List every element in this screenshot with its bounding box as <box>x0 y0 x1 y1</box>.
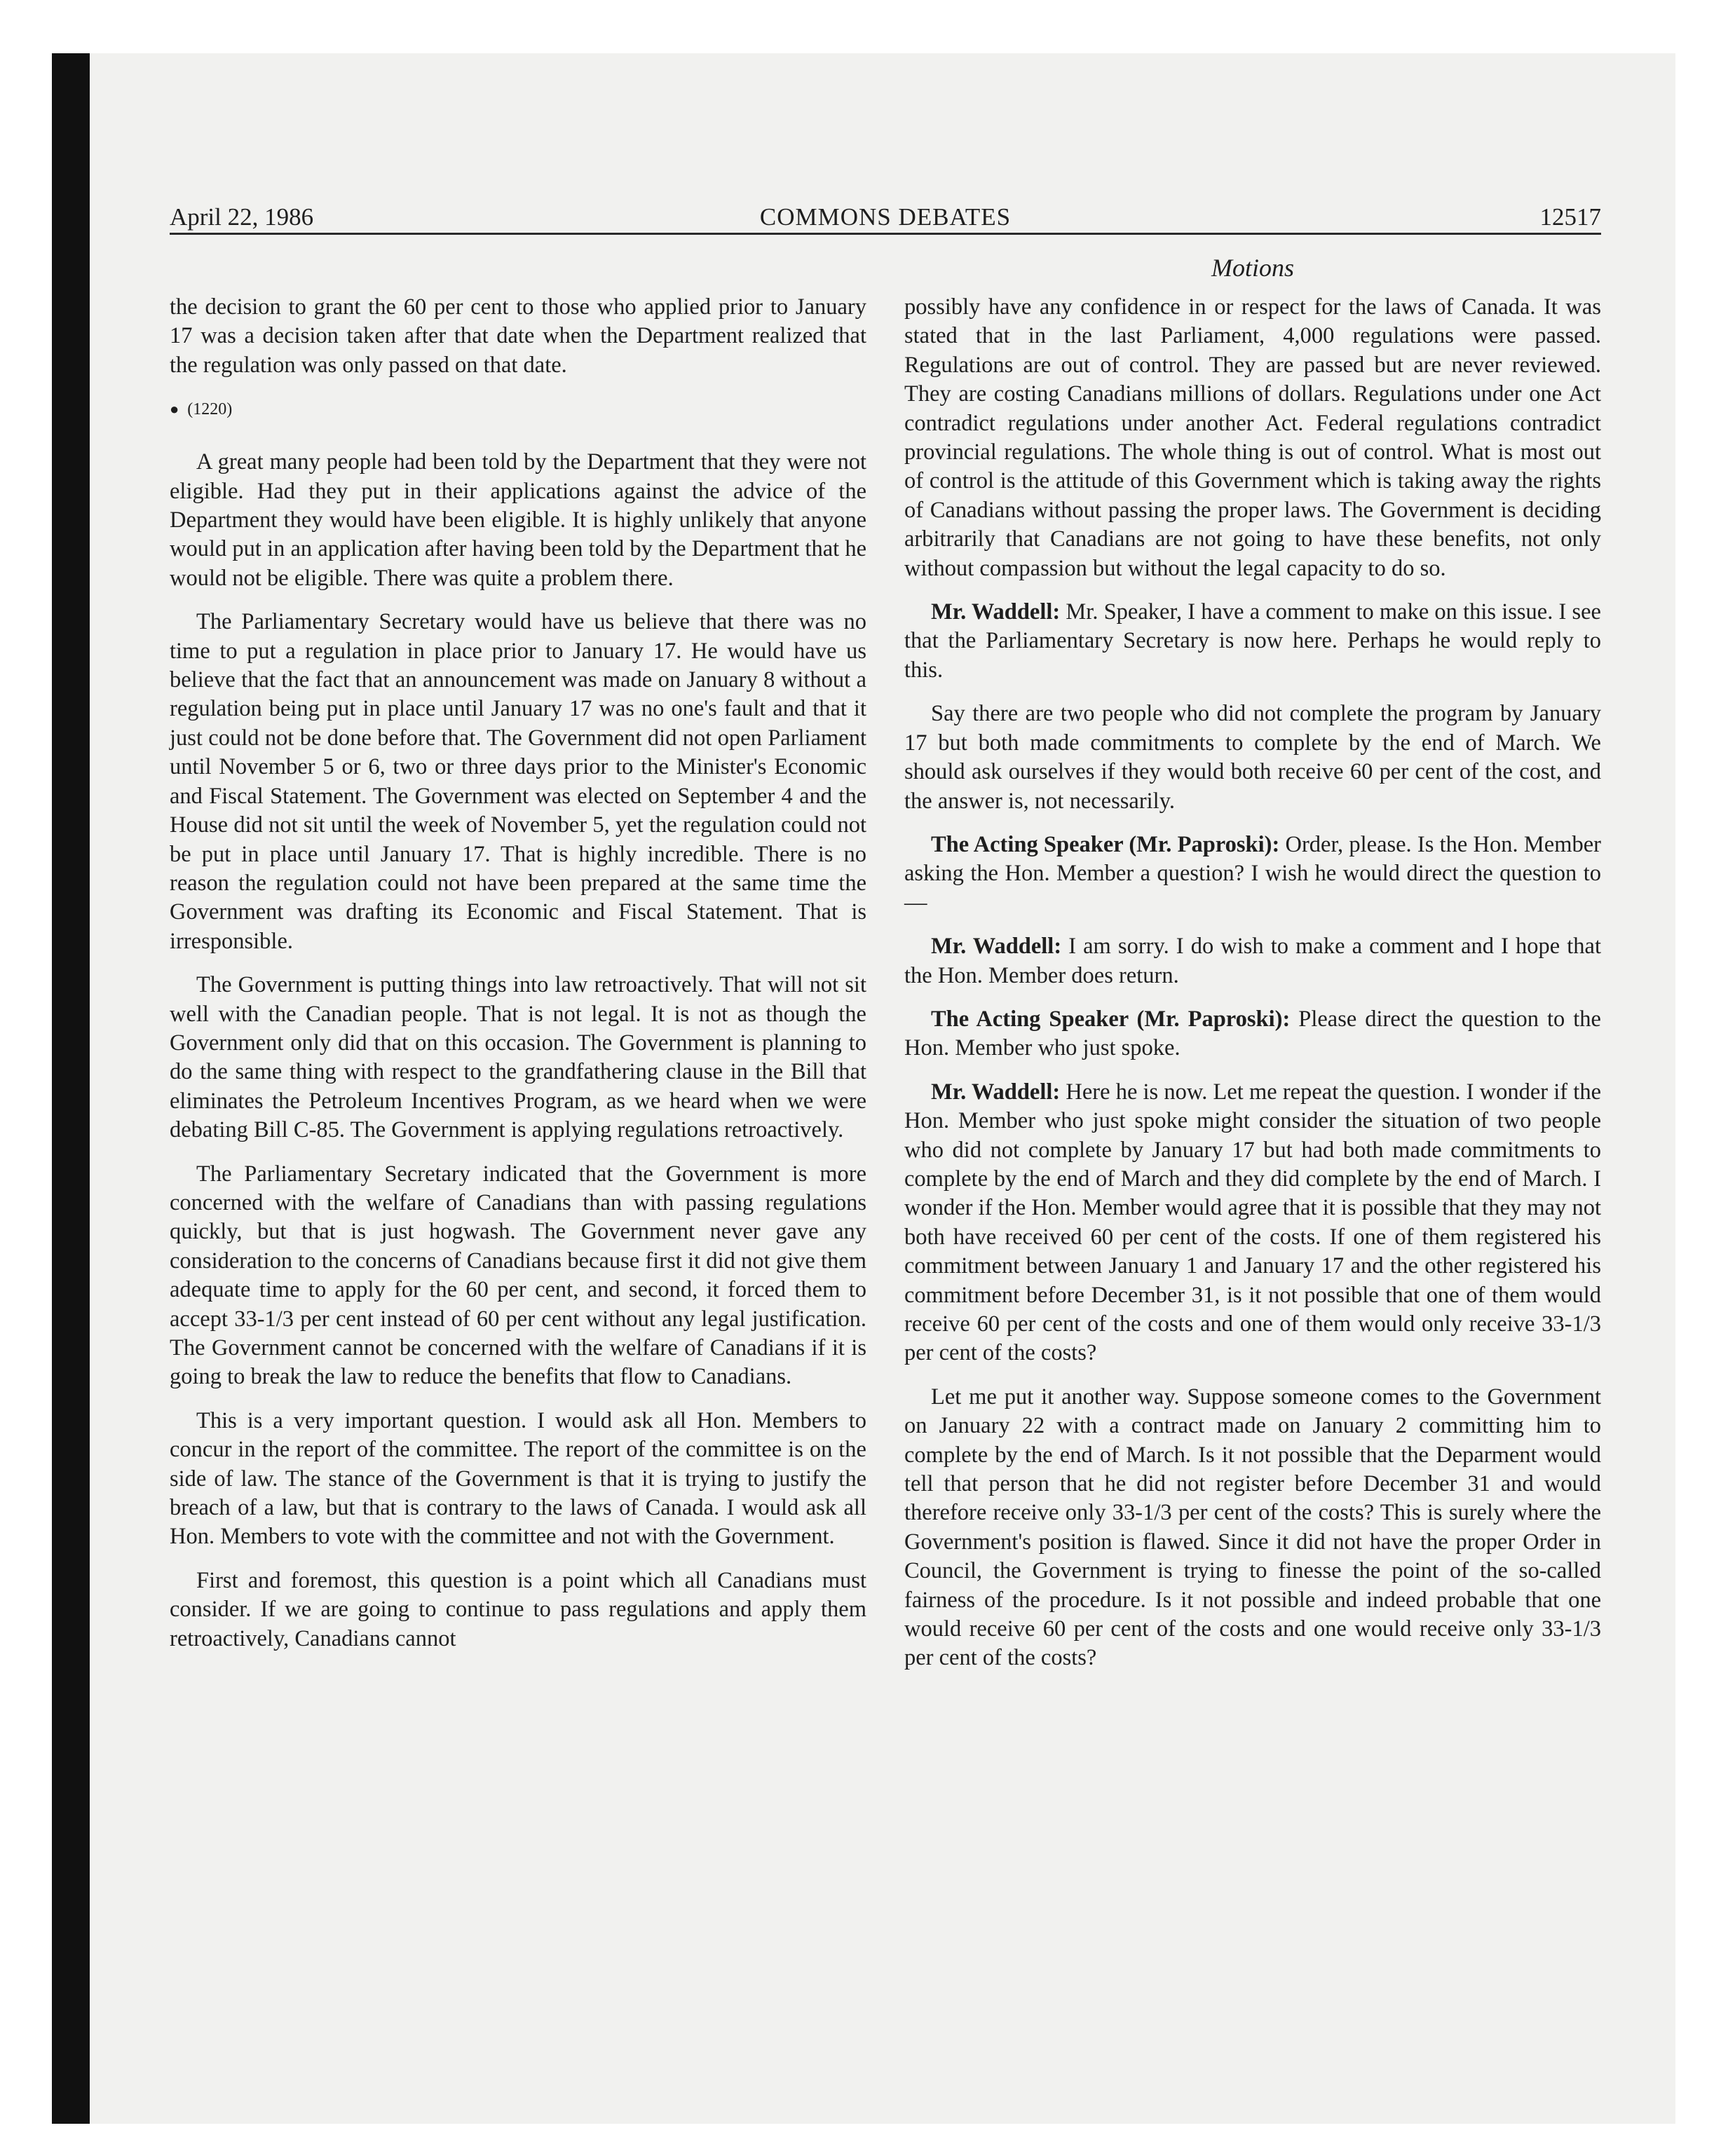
speaker-name: The Acting Speaker (Mr. Paproski): <box>931 831 1280 857</box>
left-column <box>170 293 866 1668</box>
speaker-name: Mr. Waddell: <box>931 1079 1061 1105</box>
page-number: 12517 <box>1539 203 1601 231</box>
paragraph: First and foremost, this question is a point which all Canadians must consider. If we are going to continue to pass regulations and apply them retroactively, Canadians cannot <box>170 1567 866 1651</box>
speaker-name: The Acting Speaker (Mr. Paproski): <box>931 1006 1291 1032</box>
right-column <box>904 293 1601 1688</box>
paragraph: possibly have any confidence in or respect for the laws of Canada. It was stated that in the last Parliament, 4,000 regulations were passed. Regulations are out of control. They are passed but are never reviewed. They are costing Canadians millions of dollars. Regulations under one Act contradict regulations under another Act. Federal regulations contradict provincial regulations. The whole thing is out of control. What is most out of control is the attitude of this Government which is taking away the rights of Canadians without passing the proper laws. The Government is deciding arbitrarily that Canadians are not going to have these benefits, not only without compassion but without the legal capacity to do so. <box>904 294 1601 581</box>
speaker-name: Mr. Waddell: <box>931 934 1062 960</box>
paragraph: The Parliamentary Secretary would have us believe that there was no time to put a regulation in place prior to January 17. He would have us believe that the fact that an announcement was made on January 8 without a regulation being put in place until January 17 was no one's fault and that it just could not be done before that. The Government did not open Parliament until November 5 or 6, two or three days prior to the Minister's Economic and Fiscal Statement. The Government was elected on September 4 and the House did not sit until the week of November 5, yet the regulation could not be put in place until January 17. That is highly incredible. There is no reason the regulation could not have been prepared at the same time the Government was drafting its Economic and Fiscal Statement. That is irresponsible. <box>170 609 866 954</box>
speech <box>904 598 1601 685</box>
speech <box>904 831 1601 917</box>
paragraph: The Government is putting things into law retroactively. That will not sit well with the Canadian people. That is not legal. It is not as though the Government only did that on this occasion. The Government is planning to do the same thing with respect to the grandfathering clause in the Bill that eliminates the Petroleum Incentives Program, as we heard when we were debating Bill C-85. The Government is applying regulations retroactively. <box>170 972 866 1143</box>
speech <box>904 932 1601 990</box>
header-rule <box>170 233 1601 235</box>
speech-text: Please direct the question to the Hon. Member who just spoke. <box>904 1006 1601 1061</box>
paragraph: This is a very important question. I would ask all Hon. Members to concur in the report of the committee. The report of the committee is on the side of law. The stance of the Government is that it is trying to justify the breach of a law, but that is contrary to the laws of Canada. I would ask all Hon. Members to vote with the committee and not with the Government. <box>170 1407 866 1550</box>
time-marker-text: (1220) <box>187 400 233 419</box>
speech-text: I am sorry. I do wish to make a comment and I hope that the Hon. Member does return. <box>904 934 1601 988</box>
header-date: April 22, 1986 <box>170 203 314 231</box>
speaker-name: Mr. Waddell: <box>931 599 1061 625</box>
paragraph: the decision to grant the 60 per cent to those who applied prior to January 17 was a decision taken after that date when the Department realized that the regulation was only passed on that date. <box>170 294 866 378</box>
paragraph: The Parliamentary Secretary indicated that the Government is more concerned with the welfare of Canadians than with passing regulations quickly, but that is just hogwash. The Government never gave any consideration to the concerns of Canadians because first it did not give them adequate time to apply for the 60 per cent, and second, it forced them to accept 33-1/3 per cent instead of 60 per cent without any legal justification. The Government cannot be concerned with the welfare of Canadians if it is going to break the law to reduce the benefits that flow to Canadians. <box>170 1161 866 1390</box>
speech <box>904 1078 1601 1368</box>
paragraph: Say there are two people who did not complete the program by January 17 but both made commitments to complete by the end of March. We should ask ourselves if they would both receive 60 per cent of the cost, and the answer is, not necessarily. <box>904 701 1601 814</box>
header-title: COMMONS DEBATES <box>759 203 1012 231</box>
speech-text: Here he is now. Let me repeat the question. I wonder if the Hon. Member who just spoke might consider the situation of two people who did not complete by January 17 but had both made commitments to complete by the end of March and they did complete by the end of March. I wonder if the Hon. Member would agree that it is possible that they may not both have received 60 per cent of the costs. If one of them registered his commitment between January 1 and January 17 and the other registered his commitment before December 31, is it not possible that one of them would receive 60 per cent of the costs and one of them would only receive 33-1/3 per cent of the costs? <box>904 1079 1601 1366</box>
speech <box>904 1005 1601 1063</box>
time-marker <box>170 395 866 424</box>
speech-text: Order, please. Is the Hon. Member asking the Hon. Member a question? I wish he would direct the question to— <box>904 831 1601 915</box>
section-label: Motions <box>1211 254 1294 282</box>
scan-edge <box>52 53 90 2124</box>
speech-text: Mr. Speaker, I have a comment to make on this issue. I see that the Parliamentary Secretary is now here. Perhaps he would reply to this. <box>904 599 1601 683</box>
running-header <box>170 203 1601 231</box>
bullet-icon: ● <box>170 400 179 418</box>
paragraph: Let me put it another way. Suppose someone comes to the Government on January 22 with a contract made on January 2 committing him to complete by the end of March. Is it not possible that the Deparment would tell that person that he did not register before December 31 and would therefore receive only 33-1/3 per cent of the costs? This is surely where the Government's position is flawed. Since it did not have the proper Order in Council, the Government is trying to finesse the point of the so-called fairness of the procedure. Is it not possible and indeed probable that one would receive 60 per cent of the costs and one would receive only 33-1/3 per cent of the costs? <box>904 1384 1601 1671</box>
paragraph: A great many people had been told by the Department that they were not eligible. Had they put in their applications against the advice of the Department they would have been eligible. It is highly unlikely that anyone would put in an application after having been told by the Department that he would not be eligible. There was quite a problem there. <box>170 449 866 591</box>
